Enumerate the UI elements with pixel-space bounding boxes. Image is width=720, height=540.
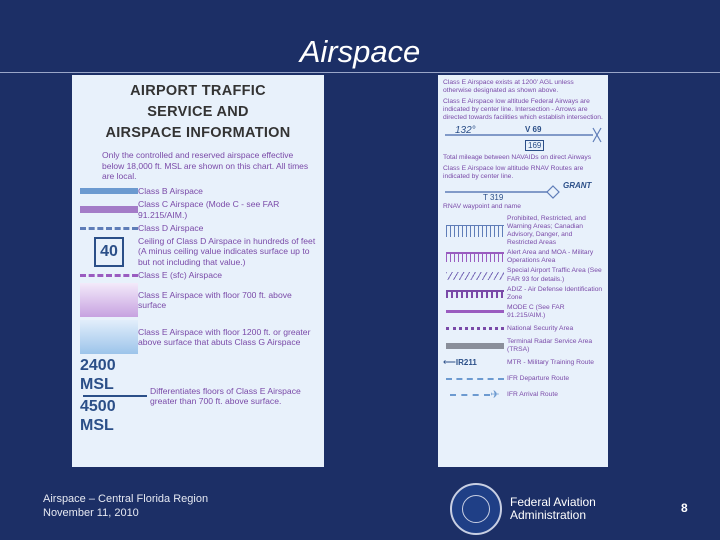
legend-item xyxy=(443,388,603,402)
legend-heading-line: AIRSPACE INFORMATION xyxy=(105,125,291,142)
class-e-1200-symbol xyxy=(80,320,138,354)
legend-item xyxy=(80,283,316,317)
legend-label: National Security Area xyxy=(507,324,574,332)
title-divider xyxy=(0,72,720,73)
rnav-symbol xyxy=(443,181,603,203)
waypoint-note: RNAV waypoint and name xyxy=(443,203,521,211)
airway-symbol xyxy=(443,124,603,154)
legend-item xyxy=(443,338,603,354)
msl-top: 2400 MSL xyxy=(80,357,116,393)
legend-item xyxy=(443,249,603,265)
rnav-route: T 319 xyxy=(483,193,504,203)
msl-bottom: 4500 MSL xyxy=(80,398,116,434)
legend-item xyxy=(80,357,316,435)
adiz-symbol xyxy=(443,287,507,301)
legend-heading xyxy=(80,81,316,144)
special-traffic-area-symbol xyxy=(443,269,507,283)
mtr-symbol: ⟵ IR211 xyxy=(443,357,477,368)
rnav-note: Class E Airspace low altitude RNAV Routes are indicated by center line. xyxy=(443,165,584,181)
footer-presentation-title: Airspace – Central Florida Region xyxy=(43,493,209,505)
msl-floors-symbol xyxy=(80,357,150,435)
legend-label: Class C Airspace (Mode C - see FAR 91.215/AIM.) xyxy=(138,199,280,220)
legend-label: Class D Airspace xyxy=(138,222,204,233)
legend-intro: Only the controlled and reserved airspace effective below 18,000 ft. MSL are shown on this chart. All times are local. xyxy=(102,150,309,182)
legend-label: Class E Airspace with floor 700 ft. above surface xyxy=(138,290,292,311)
legend-label: Alert Area and MOA - Military Operations Area xyxy=(507,249,594,265)
mode-c-symbol xyxy=(443,305,507,319)
airway-mileage: 169 xyxy=(525,140,544,151)
agency-name-line: Federal Aviation xyxy=(510,495,596,509)
legend-item xyxy=(443,286,603,302)
class-e-sfc-symbol xyxy=(80,274,138,277)
national-security-area-symbol xyxy=(443,322,507,336)
waypoint-name: GRANT xyxy=(563,181,592,191)
class-b-symbol xyxy=(80,188,138,194)
footer-left xyxy=(43,492,208,521)
legend-item xyxy=(80,223,316,233)
legend-item xyxy=(443,267,603,283)
agency-name xyxy=(510,496,596,521)
legend-item xyxy=(80,320,316,354)
class-c-symbol xyxy=(80,206,138,213)
legend-label: Special Airport Traffic Area (See FAR 93 for details.) xyxy=(507,267,602,283)
airway-course: 132° xyxy=(455,125,476,137)
class-e-700-symbol xyxy=(80,283,138,317)
class-e-note: Class E Airspace exists at 1200' AGL unless otherwise designated as shown above. xyxy=(443,79,574,95)
legend-label: MTR - Military Training Route xyxy=(507,358,594,366)
slide-title: Airspace xyxy=(299,34,421,69)
federal-airways-note: Class E Airspace low altitude Federal Airways are indicated by center line. Intersection - Arrows are directed towards facilities which establish intersection. xyxy=(443,98,603,122)
ifr-arrival-symbol xyxy=(443,388,507,402)
legend-label: Class E Airspace with floor 1200 ft. or greater above surface that abuts Class G Airspace xyxy=(138,327,311,348)
legend-item xyxy=(80,236,316,267)
legend-item xyxy=(80,199,316,220)
agency-name-line: Administration xyxy=(510,507,587,522)
legend-item xyxy=(443,215,603,247)
faa-seal-icon xyxy=(450,483,502,535)
page-number: 8 xyxy=(681,501,688,515)
mileage-note: Total mileage between NAVAIDs on direct Airways xyxy=(443,154,592,162)
legend-item xyxy=(443,322,603,336)
legend-label: Differentiates floors of Class E Airspace greater than 700 ft. above surface. xyxy=(150,385,301,407)
legend-label: Terminal Radar Service Area (TRSA) xyxy=(507,337,593,353)
restricted-area-symbol xyxy=(443,220,507,242)
legend-label: ADIZ - Air Defense Identification Zone xyxy=(507,285,603,301)
legend-item xyxy=(80,186,316,196)
legend-label: Ceiling of Class D Airspace in hundreds of feet (A minus ceiling value indicates surface up to but not including that value.) xyxy=(138,236,316,267)
legend-item xyxy=(443,356,603,370)
moa-symbol xyxy=(443,250,507,264)
legend-label: Prohibited, Restricted, and Warning Areas; Canadian Advisory, Danger, and Restricted Areas xyxy=(507,215,586,247)
legend-label: Class B Airspace xyxy=(138,185,203,196)
legend-label: IFR Arrival Route xyxy=(507,390,558,398)
legend-left-panel xyxy=(72,75,324,467)
legend-heading-line: AIRPORT TRAFFIC xyxy=(130,83,266,99)
legend-right-panel xyxy=(438,75,608,467)
ifr-departure-symbol xyxy=(443,372,507,386)
class-d-symbol xyxy=(80,227,138,230)
airplane-icon: ✈ xyxy=(490,389,500,402)
legend-item xyxy=(443,372,603,386)
trsa-symbol xyxy=(443,339,507,353)
ceiling-box-symbol: 40 xyxy=(94,237,124,267)
mtr-code: IR211 xyxy=(455,358,477,368)
legend-heading-line: SERVICE AND xyxy=(147,104,249,121)
footer-date: November 11, 2010 xyxy=(43,507,139,520)
legend-label: IFR Departure Route xyxy=(507,374,570,382)
legend-label: MODE C (See FAR 91.215/AIM.) xyxy=(507,303,565,319)
legend-label: Class E (sfc) Airspace xyxy=(138,270,223,281)
legend-item xyxy=(80,270,316,280)
airway-name: V 69 xyxy=(525,125,542,135)
legend-item xyxy=(443,304,603,320)
